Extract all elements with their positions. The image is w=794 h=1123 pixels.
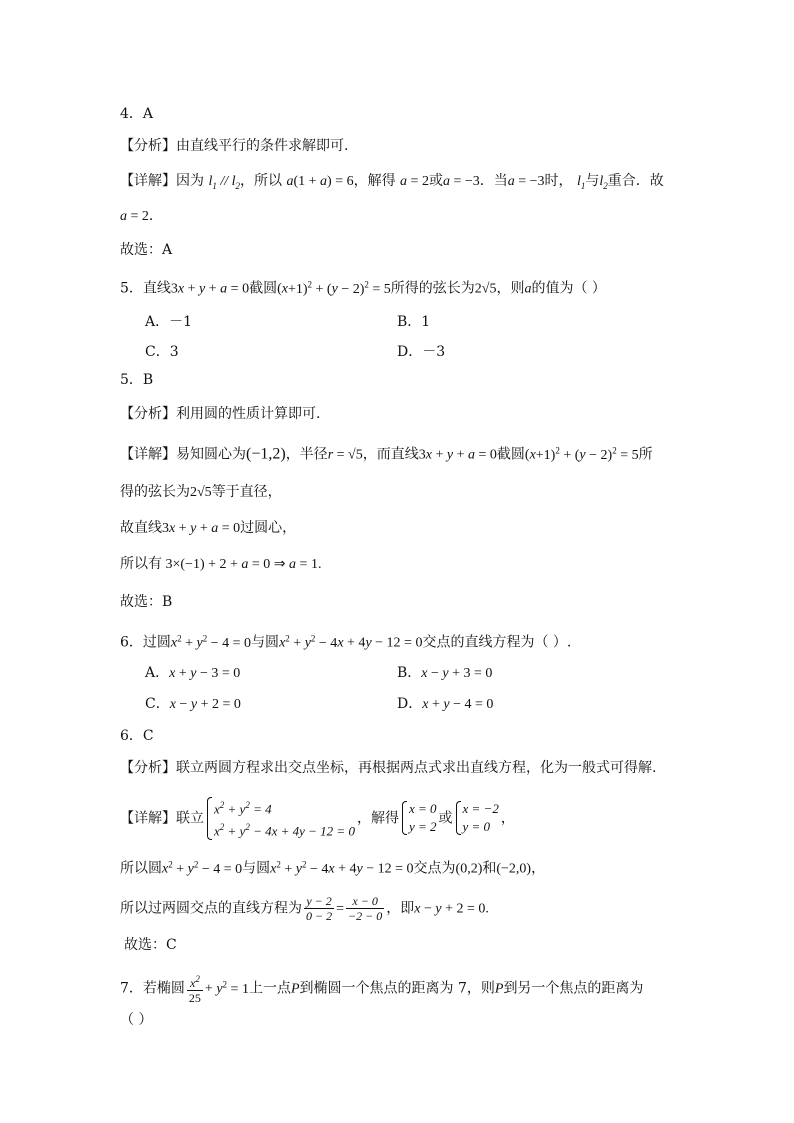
analysis-text: 利用圆的性质计算即可. [176, 406, 321, 422]
q5-option-d: D．－3 [397, 344, 446, 360]
q6-detail-line: 所以过两圆交点的直线方程为 $\frac{y - 2}{0 - 2}$ = $\frac{x - 0}{-2 - 0}$ ，即x − y + 2 = 0. [120, 894, 489, 923]
q6-final: 故选：C [124, 937, 177, 953]
q6-option-c: C．x − y + 2 = 0 [145, 696, 241, 712]
math-parallel: $l_1 // l_2$ [208, 174, 241, 191]
fraction-right: $\frac{x - 0}{-2 - 0}$ [348, 894, 383, 923]
q5-answer: 5．B [120, 372, 154, 388]
q4-final: 故选：A [120, 242, 173, 258]
analysis-tag: 【分析】 [120, 760, 176, 776]
q6-stem: 6．过圆$x^2 + y^2 - 4 = 0$与圆$x^2 + y^2 - 4x + 4y - 12 = 0$交点的直线方程为（ ）. [120, 633, 572, 651]
q6-analysis [120, 758, 656, 778]
q7-stem-cont: （ ） [120, 1012, 153, 1028]
q5-option-b: B．1 [397, 314, 431, 330]
detail-tag: 【详解】 [120, 446, 176, 463]
q5-analysis [120, 404, 320, 424]
q5-detail: 【详解】易知圆心为(−1,2)，半径r = √5，而直线3x + y + a = 0截圆$(x+1)^2 + (y - 2)^2 = 5$所 [120, 445, 653, 463]
q4-detail-cont: a = 2． [120, 209, 163, 224]
analysis-tag: 【分析】 [120, 406, 176, 422]
q5-stem: 5．直线3x + y + a = 0截圆$(x+1)^2 + (y - 2)^2 = 5$所得的弦长为2√5，则a的值为（ ） [120, 279, 606, 297]
q6-detail: 【详解】联立 $x^2 + y^2 = 4$ $x^2 + y^2 - 4x + 4y - 12 = 0$ ，解得 x = 0 y = 2 或 x = −2 y = 0 ， [120, 796, 515, 841]
q6-option-b: B．x − y + 3 = 0 [397, 665, 493, 681]
q6-detail-points: 所以圆$x^2 + y^2 - 4 = 0$与圆$x^2 + y^2 - 4x + 4y - 12 = 0$交点为(0,2)和(−2,0)， [120, 859, 546, 877]
q4-analysis [120, 136, 348, 156]
q5-final: 故选：B [120, 594, 173, 610]
detail-tag: 【详解】 [120, 810, 176, 827]
q5-detail-calc: 所以有 3×(−1) + 2 + a = 0 ⇒ a = 1. [120, 556, 322, 572]
q5-option-c: C．3 [145, 344, 179, 360]
detail-tag: 【详解】 [120, 173, 176, 189]
fraction-ellipse: $\frac{x^2}{25}$ [188, 974, 201, 1005]
q6-answer: 6．C [120, 728, 154, 744]
q6-option-d: D．x + y − 4 = 0 [397, 696, 494, 712]
q4-detail: 【详解】因为 $l_1 // l_2$，所以 a(1 + a) = 6，解得 a = 2或a = −3．当a = −3时， $l_1$与$l_2$重合．故 [120, 173, 664, 191]
q5-detail-cont: 得的弦长为2√5等于直径， [120, 484, 282, 500]
q4-answer: 4．A [120, 106, 154, 122]
solution-system-1: x = 0 y = 2 [401, 800, 437, 836]
analysis-text: 由直线平行的条件求解即可. [176, 138, 349, 154]
q5-option-a: A．－1 [145, 314, 193, 330]
q7-stem: 7．若椭圆 $\frac{x^2}{25}$ + $y^2 = 1$上一点P到椭圆一个焦点的距离为 7，则P到另一个焦点的距离为 [120, 974, 644, 1005]
solution-system-2: x = −2 y = 0 [455, 800, 499, 836]
math-eq: a [286, 174, 294, 189]
fraction-left: $\frac{y - 2}{0 - 2}$ [306, 894, 333, 923]
equation-system: $x^2 + y^2 = 4$ $x^2 + y^2 - 4x + 4y - 12 = 0$ [206, 796, 355, 841]
q6-option-a: A．x + y − 3 = 0 [145, 665, 241, 681]
q5-detail-line: 故直线3x + y + a = 0过圆心， [120, 520, 297, 536]
analysis-text: 联立两圆方程求出交点坐标，再根据两点式求出直线方程，化为一般式可得解. [176, 760, 657, 776]
analysis-tag: 【分析】 [120, 138, 176, 154]
